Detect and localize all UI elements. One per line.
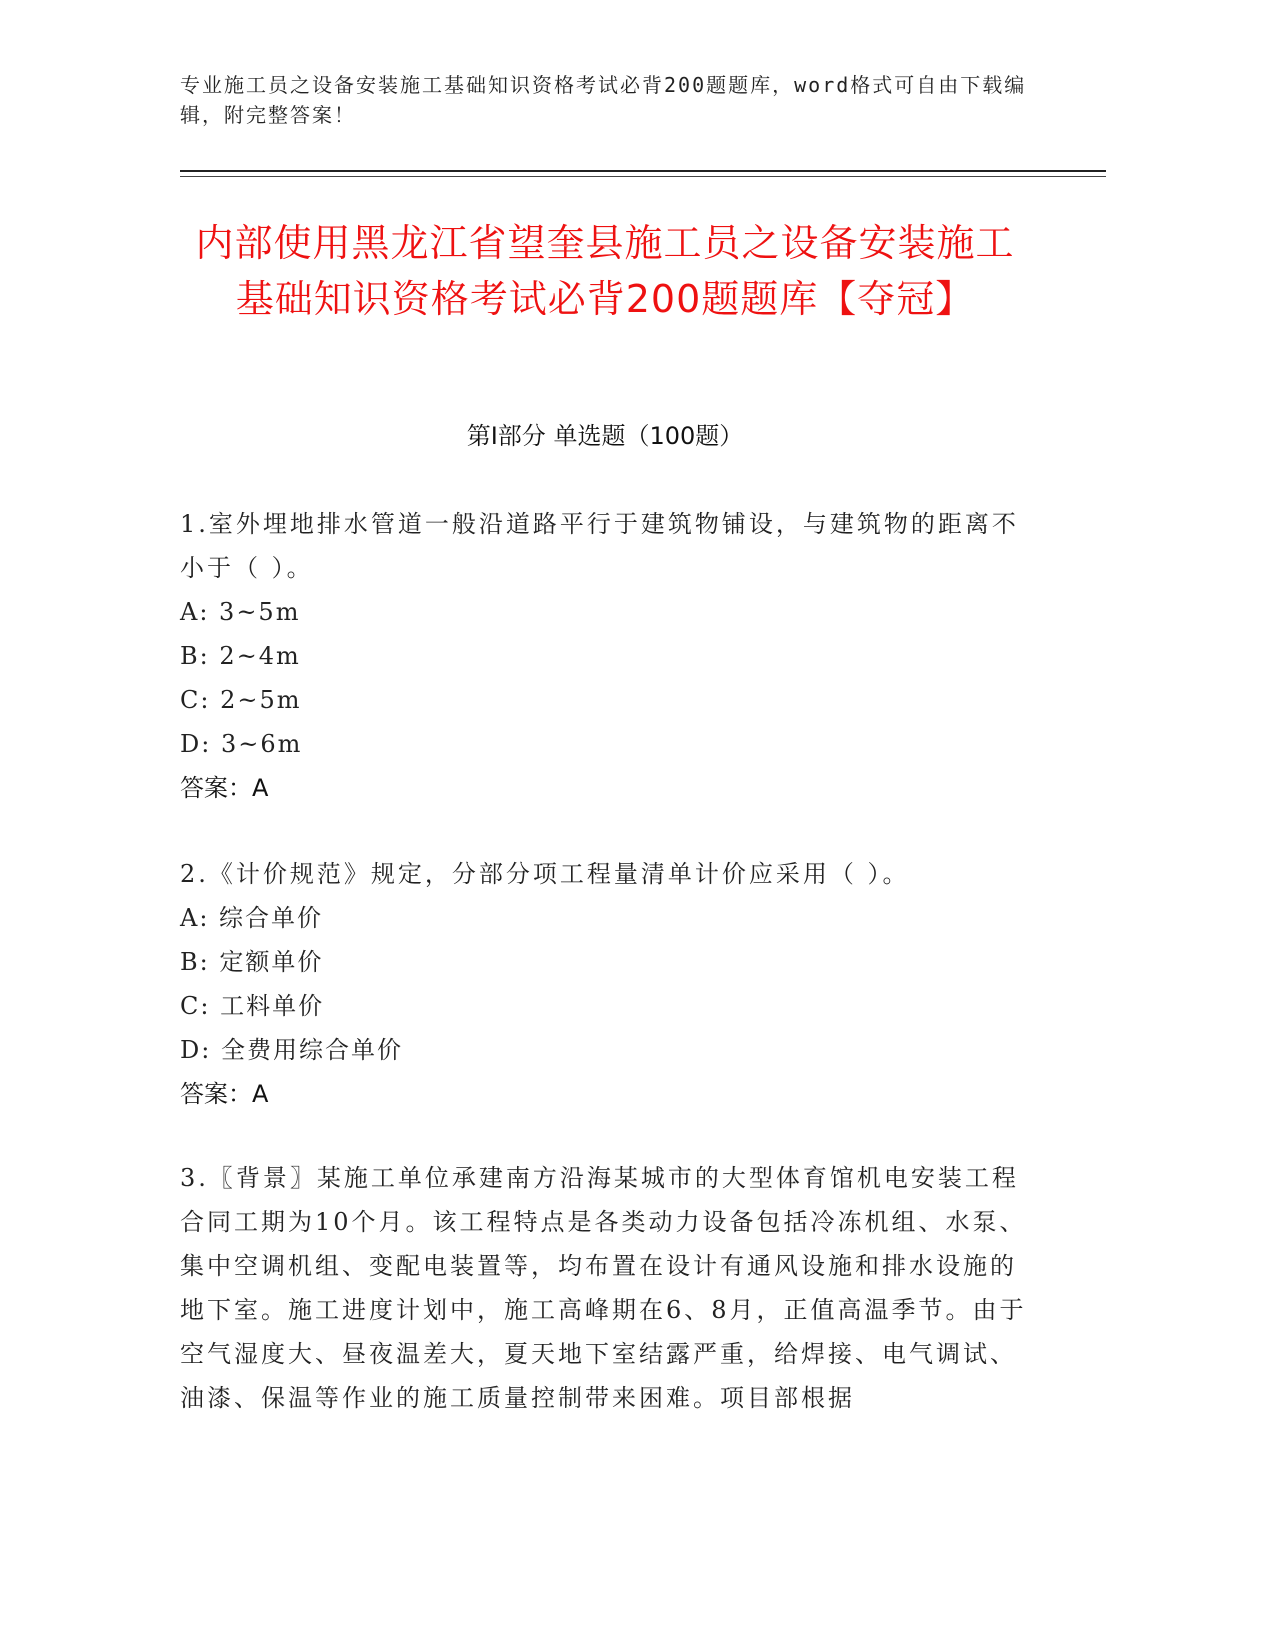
section-title: 第I部分 单选题（100题） (466, 422, 744, 450)
option-d: D: 3~6m (180, 730, 303, 758)
document-title: 内部使用黑龙江省望奎县施工员之设备安装施工基础知识资格考试必背200题题库【夺冠】 (195, 221, 1015, 321)
question-3 (180, 1156, 1040, 1420)
question-1 (180, 502, 1040, 810)
header-divider-thin (180, 176, 1106, 177)
header-divider (180, 170, 1106, 172)
option-a: A: 3~5m (180, 598, 301, 626)
question-text: 1.室外埋地排水管道一般沿道路平行于建筑物铺设，与建筑物的距离不小于（ ）。 (180, 510, 1019, 582)
answer: 答案：A (180, 774, 269, 802)
option-c: C: 2~5m (180, 686, 302, 714)
option-a: A: 综合单价 (180, 904, 324, 932)
option-c: C: 工料单价 (180, 992, 325, 1020)
header-note: 专业施工员之设备安装施工基础知识资格考试必背200题题库，word格式可自由下载编辑，附完整答案！ (180, 73, 1027, 127)
option-b: B: 定额单价 (180, 948, 324, 976)
question-2 (180, 852, 1040, 1116)
question-text: 3.〖背景〗某施工单位承建南方沿海某城市的大型体育馆机电安装工程合同工期为10个月。该工程特点是各类动力设备包括冷冻机组、水泵、集中空调机组、变配电装置等，均布置在设计有通风设施和排水设施的地下室。施工进度计划中，施工高峰期在6、8月，正值高温季节。由于空气湿度大、昼夜温差大，夏天地下室结露严重，给焊接、电气调试、油漆、保温等作业的施工质量控制带来困难。项目部根据 (180, 1164, 1027, 1412)
option-d: D: 全费用综合单价 (180, 1036, 403, 1064)
question-text: 2.《计价规范》规定，分部分项工程量清单计价应采用（ ）。 (180, 860, 910, 888)
answer: 答案：A (180, 1080, 269, 1108)
option-b: B: 2~4m (180, 642, 301, 670)
